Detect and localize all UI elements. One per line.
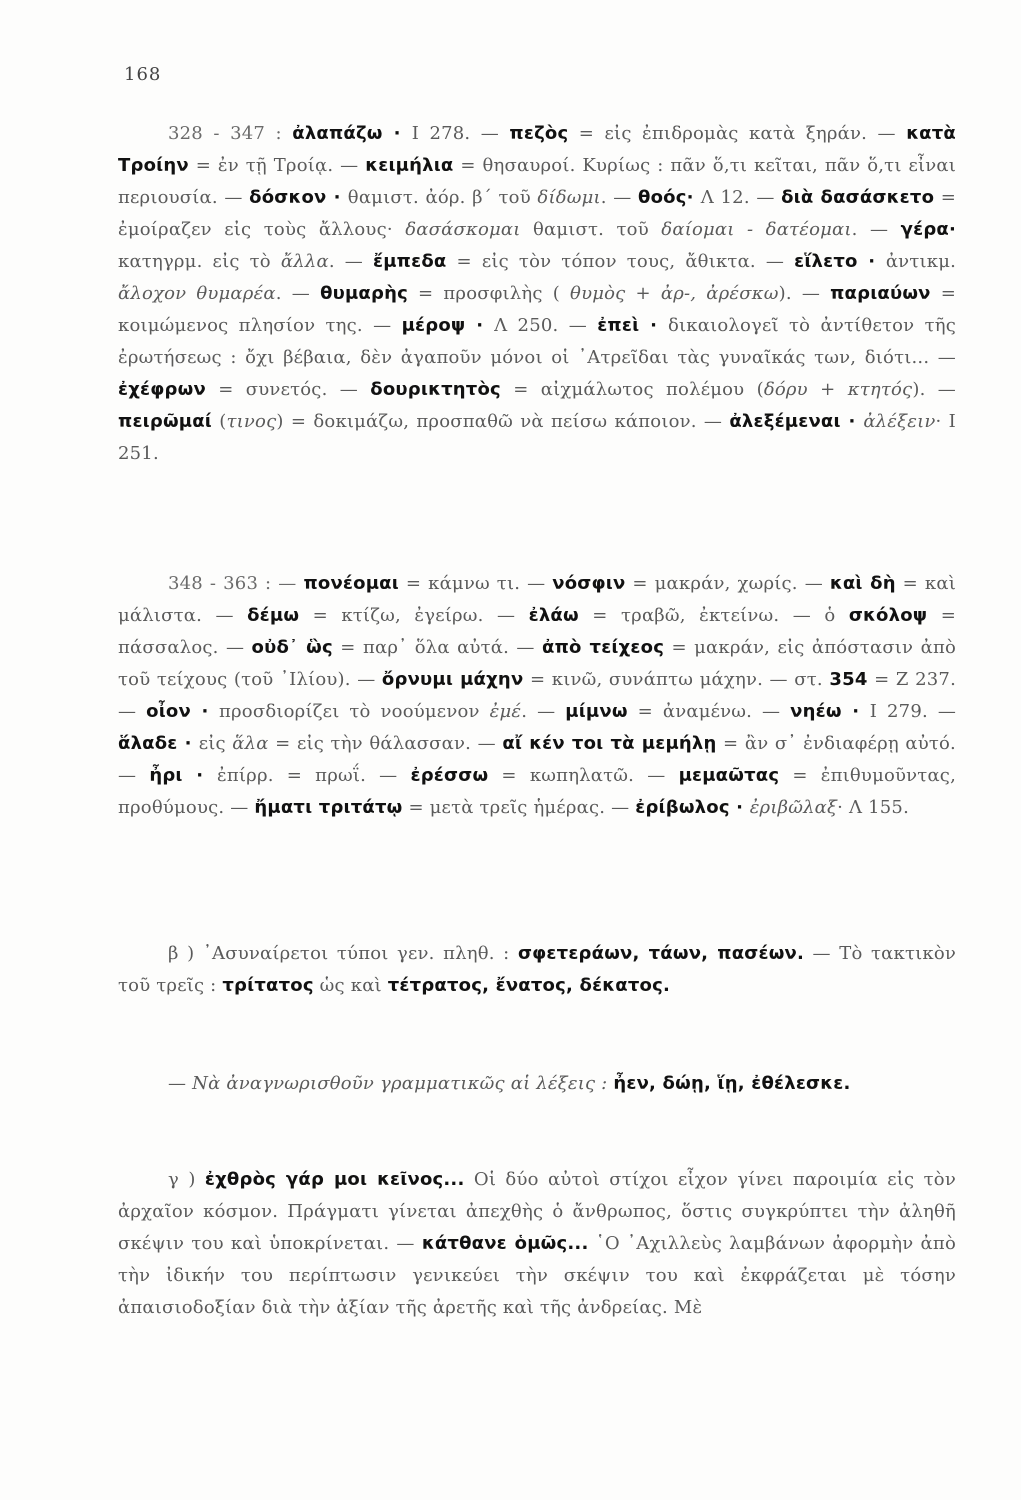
headword: ἤματι τριτάτῳ [254,797,403,818]
gloss-text: γ ) [168,1169,205,1190]
italic-text: δίδωμι [537,187,601,208]
gloss-text: εἰς [198,733,233,754]
gloss-text: = αἰχμάλωτος πολέμου ( [500,379,764,400]
headword: δέμω [247,605,300,626]
paragraph [118,1164,956,1324]
gloss-text: ). — [778,283,831,304]
section-gamma [118,1164,956,1324]
gloss-text: . — [851,219,901,240]
headword: οὐδ᾿ ὣς [251,637,333,658]
gloss-text: = συνετός. — [205,379,371,400]
headword: κάτθανε ὁμῶς... [421,1233,589,1254]
headword: ἀλαπάζω · [292,123,412,144]
headword: εἵλετο · [794,251,886,272]
headword: ὄρνυμι μάχην [381,669,524,690]
gloss-text: ) = δοκιμάζω, προσπαθῶ νὰ πείσω κάποιον. — [276,411,730,432]
gloss-text: = εἰς τὴν θάλασσαν. — [268,733,503,754]
gloss-text: = κάμνω τι. — [398,573,553,594]
headword: ἔμπεδα [373,251,447,272]
headword: ἐρέσσω [410,765,489,786]
headword: πονέομαι [303,573,399,594]
gloss-text: = τραβῶ, ἐκτείνω. — ὁ [578,605,849,626]
gloss-text: — Τὸ τακτικὸν τοῦ τρεῖς : [118,943,957,996]
gloss-text: Ι 278. — [411,123,510,144]
exercise-note [118,1068,956,1100]
gloss-text: = εἰς τὸν τόπον τους, ἄθικτα. — [446,251,795,272]
gloss-text: = κωπηλατῶ. — [488,765,679,786]
paragraph [118,1068,956,1100]
headword: θυμαρὴς [320,283,408,304]
commentary-verses-348-363 [118,568,956,824]
page-number: 168 [124,64,162,85]
gloss-text: = εἰς ἐπιδρομὰς κατὰ ξηράν. — [568,123,907,144]
section-beta [118,938,956,1002]
italic-text: ἐμέ [489,701,522,722]
gloss-text: · Ι 251. [118,411,956,464]
headword: μέροψ · [401,315,495,336]
gloss-text: . — [521,701,566,722]
gloss-text: θαμιστ. τοῦ [520,219,662,240]
gloss-text: = κοιμώμενος πλησίον της. — [118,283,956,336]
headword: ἐρίβωλος · [635,797,750,818]
headword: θοός· [638,187,701,208]
gloss-text: = καὶ μάλιστα. — [118,573,956,626]
gloss-text: . — [600,187,639,208]
verse-range: 328 - 347 : [168,123,293,144]
gloss-text: = Ζ 237. — [118,669,956,722]
headword: ἐχθρὸς γάρ μοι κεῖνος... [204,1169,465,1190]
paragraph [118,118,956,470]
italic-text: τινος [226,411,277,432]
headword: 354 [829,669,868,690]
italic-text: ἄλοχον θυμαρέα [118,283,276,304]
gloss-text: δικαιολογεῖ τὸ ἀντίθετον τῆς ἐρωτήσεως : ὄχι βέβαια, δὲν ἀγαποῦν μόνοι οἱ ᾿Ατρεῖδαι τὰς γυναῖκάς των, διότι... — [118,315,957,368]
gloss-text: κατηγρμ. εἰς τὸ [118,251,281,272]
headword: ἐπεὶ · [597,315,668,336]
gloss-text: = ἐμοίραζεν εἰς τοὺς ἄλλους· [118,187,957,240]
gloss-text: = ἐν τῇ Τροίᾳ. — [188,155,366,176]
gloss-text: ἀντικμ. [885,251,957,272]
gloss-text: Λ 250. — [494,315,598,336]
paragraph [118,938,956,1002]
gloss-text: — [168,1073,193,1094]
headword: πειρῶμαί [118,411,213,432]
headword: σκόλοψ [848,605,928,626]
headword: ἐχέφρων [118,379,206,400]
headword: τέτρατος, ἔνατος, δέκατος. [387,975,670,996]
gloss-text: = κινῶ, συνάπτω μάχην. — στ. [523,669,830,690]
italic-text: ἅλα [232,733,269,754]
gloss-text: · Λ 155. [837,797,909,818]
gloss-text: Οἱ δύο αὐτοὶ στίχοι εἶχον γίνει παροιμία εἰς τὸν ἀρχαῖον κόσμον. Πράγματι γίνεται ἀπεχθὴς ὁ ἄνθρωπος, ὅστις συγκρύπτει τὴν ἀληθῆ σκέψιν του καὶ ὑποκρίνεται. — [118,1169,956,1254]
gloss-text: = ἀναμένω. — [627,701,791,722]
headword: νηέω · [790,701,870,722]
headword: ἅλαδε · [118,733,199,754]
headword: γέρα· [900,219,957,240]
gloss-text: = προσφιλὴς ( [407,283,571,304]
commentary-verses-328-347 [118,118,956,470]
italic-text: ἀλέξειν [863,411,936,432]
gloss-text: = μετὰ τρεῖς ἡμέρας. — [402,797,636,818]
gloss-text: ). — [912,379,956,400]
gloss-text: ὡς καὶ [313,975,388,996]
gloss-text: β ) ᾿Ασυναίρετοι τύποι γεν. πληθ. : [168,943,518,964]
gloss-text: = μακράν, χωρίς. — [625,573,830,594]
italic-text: ἐριβῶλαξ [749,797,838,818]
headword: ἦεν, δώῃ, ἵῃ, ἐθέλεσκε. [613,1073,851,1094]
headword: δουρικτητὸς [370,379,501,400]
headword: οἶον · [146,701,219,722]
gloss-text: = παρ᾿ ὅλα αὐτά. — [332,637,542,658]
italic-text: δασάσκομαι [405,219,521,240]
verse-range: 348 - 363 : — [168,573,304,594]
headword: καὶ δὴ [829,573,896,594]
gloss-text: = ἐπιθυμοῦντας, προθύμους. — [118,765,957,818]
italic-text: ἄλλα [280,251,329,272]
paragraph [118,568,956,824]
gloss-text: προσδιορίζει τὸ νοούμενον [219,701,490,722]
gloss-text: Ι 279. — [869,701,957,722]
headword: κειμήλια [365,155,454,176]
gloss-text: ῾Ο ᾿Αχιλλεὺς λαμβάνων ἀφορμὴν ἀπὸ τὴν ἰδικήν του περίπτωσιν γενικεύει τὴν σκέψιν του καὶ ἐκφράζεται μὲ τόσην ἀπαισιοδοξίαν διὰ τὴν ἀξίαν τῆς ἀρετῆς καὶ τῆς ἀνδρείας. Μὲ [118,1233,956,1318]
headword: πεζὸς [509,123,569,144]
gloss-text: Λ 12. — [700,187,782,208]
headword: κατὰ Τροίην [118,123,956,176]
headword: ἐλάω [528,605,579,626]
gloss-text: = κτίζω, ἐγείρω. — [299,605,529,626]
italic-text: δόρυ + κτητός [763,379,913,400]
headword: αἴ κέν τοι τὰ μεμήλῃ [502,733,717,754]
italic-text: δαίομαι - δατέομαι [661,219,852,240]
headword: τρίτατος [222,975,314,996]
headword: ἀπὸ τείχεος [542,637,665,658]
gloss-text: . — [328,251,374,272]
headword: διὰ δασάσκετο [781,187,935,208]
headword: ἦρι · [149,765,218,786]
gloss-text: . — [275,283,321,304]
headword: ἀλεξέμεναι · [729,411,864,432]
italic-text: θυμὸς + ἀρ-, ἀρέσκω [570,283,779,304]
gloss-text: ( [212,411,227,432]
headword: δόσκον · [249,187,348,208]
headword: νόσφιν [552,573,626,594]
gloss-text: θαμιστ. ἀόρ. β΄ τοῦ [347,187,538,208]
gloss-text: ἐπίρρ. = πρωΐ. — [217,765,411,786]
gloss-text: = μακράν, εἰς ἀπόστασιν ἀπὸ τοῦ τείχους (τοῦ ᾿Ιλίου). — [118,637,957,690]
headword: μίμνω [565,701,628,722]
headword: σφετεράων, τάων, πασέων. [517,943,805,964]
headword: παριαύων [830,283,931,304]
gloss-text: = ἂν σ᾿ ἐνδιαφέρῃ αὐτό. — [118,733,956,786]
gloss-text: = θησαυροί. Κυρίως : πᾶν ὅ,τι κεῖται, πᾶν ὅ,τι εἶναι περιουσία. — [118,155,956,208]
gloss-text: = πάσσαλος. — [118,605,956,658]
headword: μεμαῶτας [678,765,780,786]
italic-text: Νὰ ἀναγνωρισθοῦν γραμματικῶς αἱ λέξεις : [192,1073,614,1094]
